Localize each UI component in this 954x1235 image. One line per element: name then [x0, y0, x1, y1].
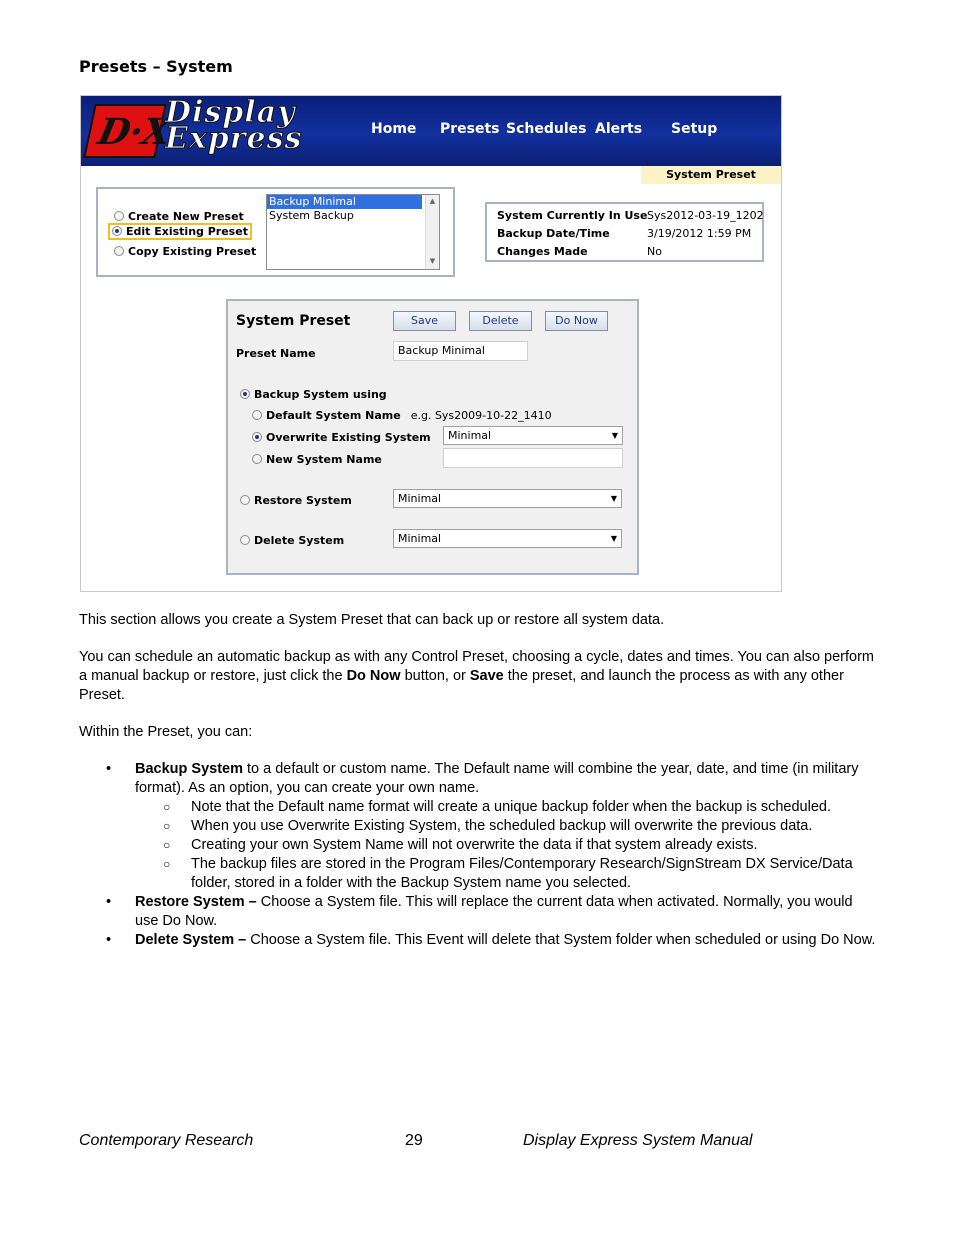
app-banner	[81, 96, 781, 166]
app-screenshot	[80, 95, 782, 592]
nav-home[interactable]: Home	[371, 121, 417, 137]
preset-name-input[interactable]: Backup Minimal	[393, 341, 528, 361]
overwrite-system-select[interactable]: Minimal ▼	[443, 426, 623, 445]
list-item: ○ The backup files are stored in the Program Files/Contemporary Research/SignStream DX Service/Data folder, stored in a folder with the Backup System name you selected.	[163, 856, 853, 891]
feature-list	[79, 760, 879, 950]
footer-manual-title: Display Express System Manual	[523, 1132, 753, 1149]
radio-icon	[240, 535, 250, 545]
chevron-down-icon: ▼	[610, 534, 617, 543]
display-express-logo: Display Express	[165, 96, 303, 156]
nav-setup[interactable]: Setup	[671, 121, 718, 137]
list-item: • Restore System – Choose a System file. This will replace the current data when activated. Normally, you would use Do Now.	[106, 894, 853, 929]
chevron-down-icon: ▼	[610, 494, 617, 503]
radio-icon	[252, 410, 262, 420]
radio-copy-existing-preset[interactable]: Copy Existing Preset	[114, 245, 256, 258]
radio-icon	[240, 495, 250, 505]
save-button[interactable]: Save	[393, 311, 456, 331]
list-item[interactable]: System Backup	[269, 209, 354, 222]
system-preset-title: System Preset	[236, 313, 351, 329]
list-item: • Delete System – Choose a System file. This Event will delete that System folder when scheduled or using Do Now.	[106, 932, 876, 948]
list-item: ○ When you use Overwrite Existing System, the scheduled backup will overwrite the previous data.	[163, 818, 813, 834]
system-status-panel	[485, 202, 764, 262]
scroll-down-icon[interactable]: ▼	[429, 257, 436, 265]
listbox-scrollbar[interactable]	[425, 195, 439, 269]
radio-new-system-name[interactable]: New System Name	[252, 453, 382, 466]
radio-restore-system[interactable]: Restore System	[240, 494, 352, 507]
radio-icon	[114, 246, 124, 256]
radio-default-system-name[interactable]: Default System Name e.g. Sys2009-10-22_1410	[252, 409, 552, 422]
list-item: • Backup System to a default or custom name. The Default name will combine the year, date, and time (in military format). As an option, you can create your own name. ○ Note that the Default name format will create a unique backup folder when the backup is scheduled. ○ When you use Overwrite Existing System, the scheduled backup will overwrite the previous data. ○ Creating your own System Name will not overwrite the data if that system already exists. ○ The backup files are stored in the Program Files/Contemporary Research/SignStream DX Service/Data folder, stored in a folder with the Backup System name you selected.	[79, 760, 879, 893]
radio-backup-system[interactable]: Backup System using	[240, 388, 387, 401]
paragraph-intro: This section allows you create a System Preset that can back up or restore all system data.	[79, 612, 665, 628]
radio-overwrite-existing-system[interactable]: Overwrite Existing System	[252, 431, 431, 444]
footer-company: Contemporary Research	[79, 1132, 254, 1149]
radio-selected-icon	[252, 432, 262, 442]
preset-mode-panel	[96, 187, 455, 277]
list-item: ○ Note that the Default name format will create a unique backup folder when the backup is scheduled.	[163, 799, 831, 815]
section-label: System Preset	[641, 166, 781, 184]
paragraph-schedule: You can schedule an automatic backup as with any Control Preset, choosing a cycle, dates and times. You can also perform a manual backup or restore, just click the Do Now button, or Save the preset, and launch the process as with any other Preset.	[79, 649, 875, 703]
status-row: System Currently In UseSys2012-03-19_1202	[497, 209, 764, 222]
radio-icon	[114, 211, 124, 221]
list-item[interactable]: Backup Minimal	[267, 195, 422, 209]
scroll-up-icon[interactable]: ▲	[429, 197, 436, 205]
chevron-down-icon: ▼	[611, 431, 618, 440]
preset-listbox[interactable]	[266, 194, 440, 270]
delete-system-select[interactable]: Minimal ▼	[393, 529, 622, 548]
sub-list	[135, 798, 879, 893]
section-strip	[81, 166, 781, 186]
radio-icon	[252, 454, 262, 464]
radio-selected-icon	[112, 226, 122, 236]
page-heading: Presets – System	[79, 57, 233, 76]
preset-name-label: Preset Name	[236, 347, 316, 360]
system-preset-panel	[226, 299, 639, 575]
radio-selected-icon	[240, 389, 250, 399]
status-row: Backup Date/Time 3/19/2012 1:59 PM	[497, 227, 752, 240]
do-now-button[interactable]: Do Now	[545, 311, 608, 331]
new-system-name-input[interactable]	[443, 448, 623, 468]
radio-edit-existing-preset[interactable]: Edit Existing Preset	[108, 225, 252, 238]
radio-delete-system[interactable]: Delete System	[240, 534, 344, 547]
nav-presets[interactable]: Presets	[440, 121, 500, 137]
delete-button[interactable]: Delete	[469, 311, 532, 331]
list-item: ○ Creating your own System Name will not overwrite the data if that system already exists.	[163, 837, 758, 853]
nav-schedules[interactable]: Schedules	[506, 121, 587, 137]
nav-alerts[interactable]: Alerts	[595, 121, 643, 137]
restore-system-select[interactable]: Minimal ▼	[393, 489, 622, 508]
paragraph-within: Within the Preset, you can:	[79, 724, 253, 740]
status-row: Changes Made No	[497, 245, 662, 258]
footer-page-number: 29	[405, 1132, 423, 1149]
dx-logo: D·X	[83, 104, 166, 158]
radio-create-new-preset[interactable]: Create New Preset	[114, 210, 244, 223]
